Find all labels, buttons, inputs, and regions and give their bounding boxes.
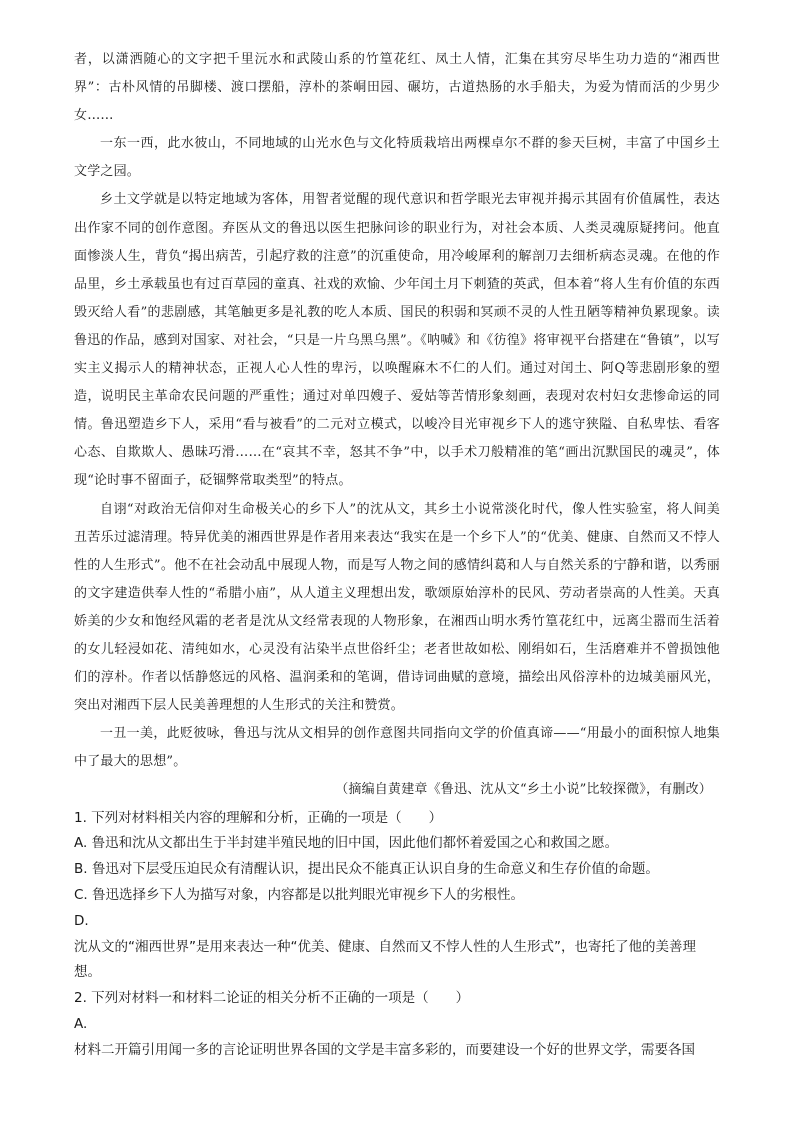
passage-paragraph: 一东一西，此水彼山，不同地域的山光水色与文化特质栽培出两棵卓尔不群的参天巨树，丰富了中国乡土文学之园。: [74, 136, 720, 180]
passage-paragraph-conclusion: 一丑一美，此贬彼咏，鲁迅与沈从文相异的创作意图共同指向文学的价值真谛——“用最小的面积惊人地集中了最大的思想”。: [74, 726, 720, 770]
question-1-option-d-text: 沈从文的“湘西世界”是用来表达一种“优美、健康、自然而又不悖人性的人生形式”，也寄托了他的美善理想。: [74, 938, 696, 981]
passage-source-citation: （摘编自黄建章《鲁迅、沈从文“乡土小说”比较探微》，有删改）: [335, 782, 712, 798]
question-1-stem: 1. 下列对材料相关内容的理解和分析，正确的一项是（ ）: [74, 809, 443, 826]
question-1-option-c: C. 鲁迅选择乡下人为描写对象，内容都是以批判眼光审视乡下人的劣根性。: [74, 886, 525, 903]
passage-paragraph: 乡土文学就是以特定地域为客体，用智者觉醒的现代意识和哲学眼光去审视并揭示其固有价值属性，表达出作家不同的创作意图。弃医从文的鲁迅以医生把脉问诊的职业行为，对社会本质、人类灵魂原疑拷问。他直面惨淡人生，背负“揭出病苦，引起疗救的注意”的沉重使命，用冷峻犀利的解剖刀去细析病态灵魂。在他的作品里，乡土承载虽也有过百草园的童真、社戏的欢愉、少年闰土月下刺猹的英武，但本着“将人生有价值的东西毁灭给人看”的悲剧感，其笔触更多是礼教的吃人本质、国民的积弱和冥顽不灵的人性丑陋等精神负累现象。读鲁迅的作品，感到对国家、对社会，“只是一片乌黑乌黑”。《呐喊》和《彷徨》将审视平台搭建在“鲁镇”，以写实主义揭示人的精神状态，正视人心人性的卑污，以唤醒麻木不仁的人们。通过对闰土、阿Q等悲剧形象的塑造，说明民主革命农民问题的严重性；通过对单四嫂子、爱姑等苦情形象刻画，表现对农村妇女悲惨命运的同情。鲁迅塑造乡下人，采用“看与被看”的二元对立模式，以峻冷目光审视乡下人的逃守狭隘、自私卑怯、看客心态、自欺欺人、愚昧巧滑……在“哀其不幸，怒其不争”中，以手术刀般精准的笔“画出沉默国民的魂灵”，体现“论时事不留面子，砭锢弊常取类型”的特点。: [74, 192, 720, 489]
question-2-option-a-text: 材料二开篇引用闻一多的言论证明世界各国的文学是丰富多彩的，而要建设一个好的世界文学，需要各国: [74, 1041, 695, 1058]
exam-page: [74, 46, 720, 1064]
question-1-option-b: B. 鲁迅对下层受压迫民众有清醒认识，提出民众不能真正认识自身的生命意义和生存价值的命题。: [74, 861, 659, 878]
question-1-option-a: A. 鲁迅和沈从文都出生于半封建半殖民地的旧中国，因此他们都怀着爱国之心和救国之愿。: [74, 835, 619, 852]
reading-passage: [74, 46, 720, 805]
question-1-option-d-label: D.: [74, 912, 89, 929]
passage-paragraph: 自诩“对政治无信仰对生命极关心的乡下人”的沈从文，其乡土小说常淡化时代，像人性实验室，将人间美丑苦乐过滤清理。特异优美的湘西世界是作者用来表达“我实在是一个乡下人”的“优美、健康、自然而又不悖人性的人生形式”。他不在社会动乱中展现人物，而是写人物之间的感情纠葛和人与自然关系的宁静和谐，以秀丽的文字建造供奉人性的“希腊小庙”，从人道主义理想出发，歌颂原始淳朴的民风、劳动者崇高的人性美。天真娇美的少女和饱经风霜的老者是沈从文经常表现的人物形象，在湘西山明水秀竹篁花红中，远离尘嚣而生活着的女儿轻浸如花、清纯如水，心灵没有沾染半点世俗纤尘；老者世故如松、刚绢如石，生活磨难并不曾损蚀他们的淳朴。作者以恬静悠远的风格、温润柔和的笔调，借诗词曲赋的意境，描绘出风俗淳朴的边城美丽风光，突出对湘西下层人民美善理想的人生形式的关注和赞赏。: [74, 501, 720, 714]
passage-paragraph-continued: 者，以潇洒随心的文字把千里沅水和武陵山系的竹篁花红、凤土人情，汇集在其穷尽毕生功力造的“湘西世界”：古朴风情的吊脚楼、渡口摆船，淳朴的茶峒田园、碾坊，古道热肠的水手船夫，为爱为情而活的少男少女……: [74, 52, 720, 124]
question-2-stem: 2. 下列对材料一和材料二论证的相关分析不正确的一项是（ ）: [74, 990, 470, 1007]
questions-section: [74, 806, 720, 1064]
question-2-option-a-label: A.: [74, 1015, 88, 1032]
